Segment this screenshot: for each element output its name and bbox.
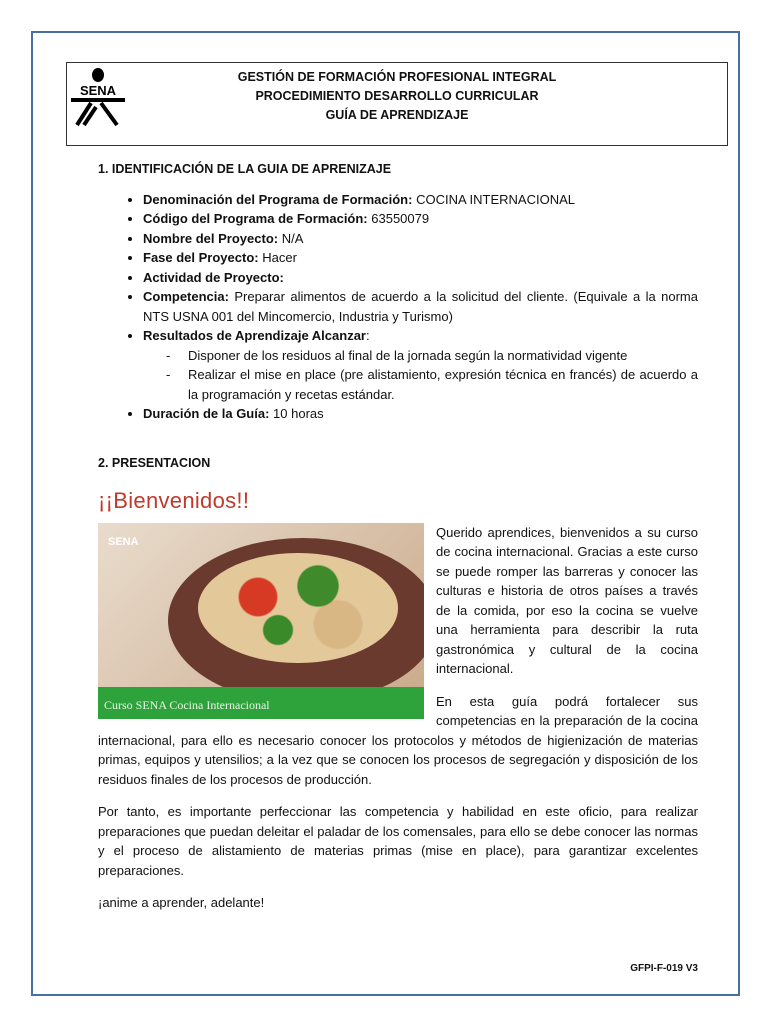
welcome-heading: ¡¡Bienvenidos!!	[98, 488, 250, 513]
paragraph: Por tanto, es importante perfeccionar las competencia y habilidad en este oficio, para realizar preparaciones que puedan deleitar el paladar de los comensales, para ello se debe conocer las normas y el proceso de alistamiento de materias primas (mise en place), para garantizar excelentes preparaciones.	[98, 804, 698, 878]
list-item: • Fase del Proyecto: Hacer	[143, 248, 698, 268]
image-caption: Curso SENA Cocina Internacional	[98, 687, 424, 719]
list-item: • Competencia: Preparar alimentos de acuerdo a la solicitud del cliente. (Equivale a la norma NTS USNA 001 del Mincomercio, Industria y Turismo)	[143, 287, 698, 326]
list-item: • Resultados de Aprendizaje Alcanzar: - Disponer de los residuos al final de la jornada según la normatividad vigente - Realizar el mise en place (pre alistamiento, expresión técnica en francés) de acuerdo a la programación y recetas estándar.	[143, 326, 698, 404]
svg-text:SENA: SENA	[79, 83, 117, 98]
food-image	[98, 523, 424, 719]
identification-list	[98, 190, 698, 424]
list-item: • Nombre del Proyecto: N/A	[143, 229, 698, 249]
document-header	[66, 62, 728, 146]
header-line: GESTIÓN DE FORMACIÓN PROFESIONAL INTEGRAL	[237, 70, 557, 84]
header-line: GUÍA DE APRENDIZAJE	[325, 108, 469, 122]
footer-code: GFPI-F-019 V3	[630, 963, 698, 974]
sena-watermark-logo: SENA	[108, 535, 139, 548]
paragraph: En esta guía podrá fortalecer sus competencias en la preparación de la cocina internacional, para ello es necesario conocer los protocolos y métodos de higienización de materias primas, equipos y utensilios; a la vez que se conocen los procesos de segregación y disposición de los residuos finales de los procesos de producción.	[98, 693, 698, 787]
result-item: - Realizar el mise en place (pre alistamiento, expresión técnica en francés) de acuerdo a la programación y recetas estándar.	[188, 365, 698, 404]
result-item: - Disponer de los residuos al final de la jornada según la normatividad vigente	[188, 346, 698, 366]
list-item: • Duración de la Guía: 10 horas	[143, 404, 698, 424]
list-item: • Actividad de Proyecto:	[143, 268, 698, 288]
list-item: • Código del Programa de Formación: 63550079	[143, 209, 698, 229]
section-title: 2. PRESENTACION	[98, 455, 211, 470]
section-title: 1. IDENTIFICACIÓN DE LA GUIA DE APRENIZAJE	[98, 162, 392, 176]
paragraph: Querido aprendices, bienvenidos a su curso de cocina internacional. Gracias a este curso se puede romper las barreras y conocer las culturas e historia de otros países a través de la comida, por eso la cocina se vuelve una herramienta para describir la ruta gastronómica y cultural de la cocina internacional.	[436, 524, 698, 676]
list-item: • Denominación del Programa de Formación: COCINA INTERNACIONAL	[143, 190, 698, 210]
header-line: PROCEDIMIENTO DESARROLLO CURRICULAR	[255, 89, 539, 103]
paragraph: ¡anime a aprender, adelante!	[98, 895, 265, 910]
